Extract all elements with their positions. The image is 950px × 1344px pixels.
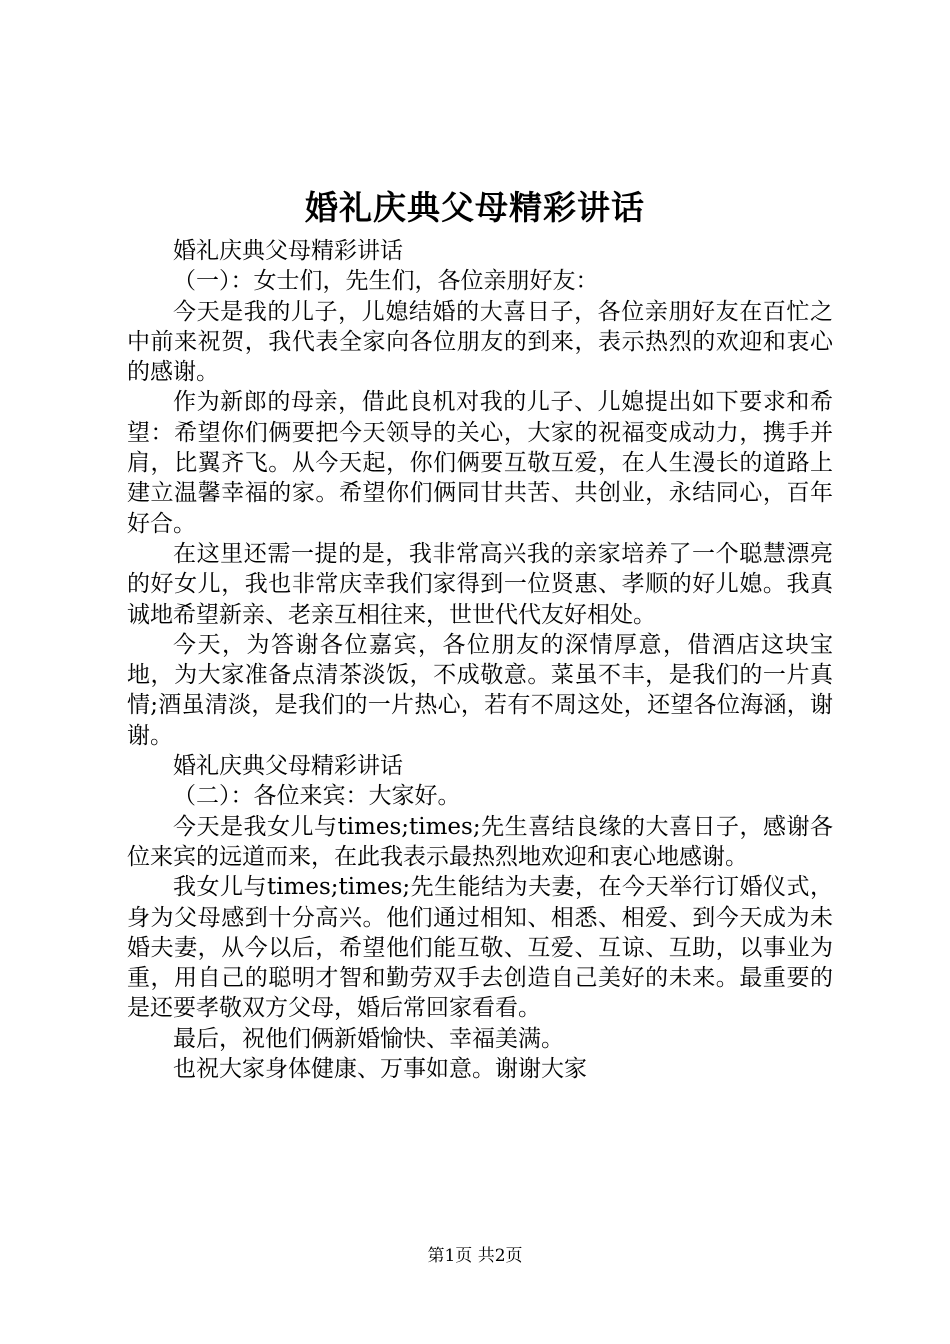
paragraph-subtitle-1: 婚礼庆典父母精彩讲话 [173, 238, 403, 264]
paragraph-greeting-1: （一）：女士们，先生们，各位亲朋好友： [173, 268, 599, 295]
paragraph: 在这里还需一提的是，我非常高兴我的亲家培养了一个聪慧漂亮的好女儿，我也非常庆幸我们家得到一位贤惠、孝顺的好儿媳。我真诚地希望新亲、老亲互相往来，世世代代友好相处。 [127, 540, 833, 628]
page-number-footer: 第1页 共2页 [427, 1246, 523, 1266]
document-title: 婚礼庆典父母精彩讲话 [305, 188, 645, 227]
paragraph-subtitle-2: 婚礼庆典父母精彩讲话 [173, 753, 403, 780]
paragraph: 也祝大家身体健康、万事如意。谢谢大家 [173, 1056, 587, 1083]
paragraph: 今天是我女儿与times;times;先生喜结良缘的大喜日子，感谢各位来宾的远道而来，在此我表示最热烈地欢迎和衷心地感谢。 [127, 813, 833, 870]
paragraph: 我女儿与times;times;先生能结为夫妻，在今天举行订婚仪式，身为父母感到十分高兴。他们通过相知、相悉、相爱、到今天成为未婚夫妻，从今以后，希望他们能互敬、互爱、互谅、互助，以事业为重，用自己的聪明才智和勤劳双手去创造自己美好的未来。最重要的是还要孝敬双方父母，婚后常回家看看。 [127, 874, 833, 1022]
paragraph: 作为新郎的母亲，借此良机对我的儿子、儿媳提出如下要求和希望：希望你们俩要把今天领导的关心，大家的祝福变成动力，携手并肩，比翼齐飞。从今天起，你们俩要互敬互爱，在人生漫长的道路上建立温馨幸福的家。希望你们俩同甘共苦、共创业，永结同心，百年好合。 [127, 389, 833, 537]
paragraph: 今天，为答谢各位嘉宾，各位朋友的深情厚意，借酒店这块宝地，为大家准备点清茶淡饭，不成敬意。菜虽不丰，是我们的一片真情;酒虽清淡，是我们的一片热心，若有不周这处，还望各位海涵，谢谢。 [127, 631, 833, 749]
document-body [127, 236, 833, 1084]
paragraph: 今天是我的儿子，儿媳结婚的大喜日子，各位亲朋好友在百忙之中前来祝贺，我代表全家向各位朋友的到来，表示热烈的欢迎和衷心的感谢。 [127, 298, 833, 386]
paragraph-greeting-2: （二）：各位来宾：大家好。 [173, 783, 461, 810]
paragraph: 最后，祝他们俩新婚愉快、幸福美满。 [173, 1025, 564, 1052]
